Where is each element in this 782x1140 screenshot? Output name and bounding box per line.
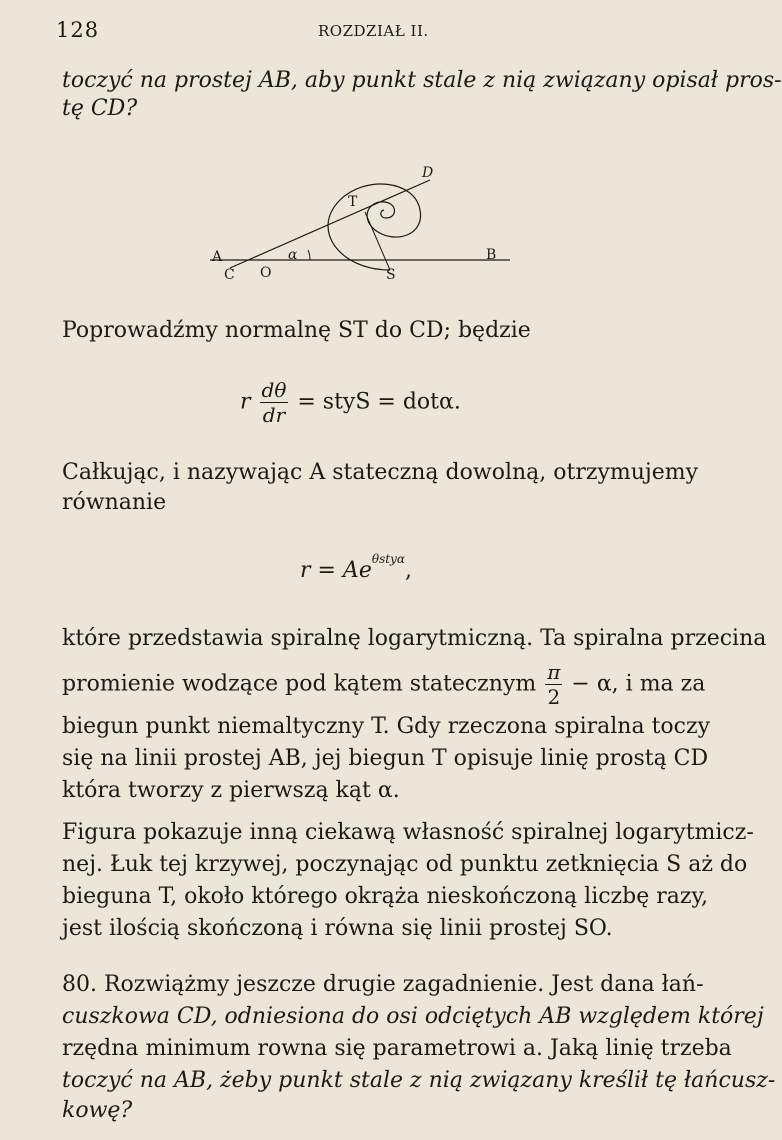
eq1-fraction	[260, 380, 289, 425]
para-3-line-4: się na linii prostej AB, jej biegun T opisuje linię prostą CD	[62, 746, 709, 771]
para-3-line-2-b: − α, i ma za	[571, 671, 706, 697]
eq1-denominator: dr	[262, 403, 286, 427]
line-cd	[230, 180, 430, 268]
eq1-rhs: = styS = dotα.	[297, 389, 461, 415]
para-2-line-1	[62, 460, 699, 485]
para-4-line-4: jest ilością skończoną i równa się linii prostej SO.	[62, 916, 613, 941]
equation-1	[240, 380, 461, 425]
label-alpha: α	[288, 247, 298, 263]
eq1-numerator: dθ	[261, 378, 287, 402]
two-denominator: 2	[547, 685, 561, 709]
para-4-line-2: nej. Łuk tej krzywej, poczynając od punktu zetknięcia S aż do	[62, 852, 748, 877]
para-4-line-3: bieguna T, około którego okrąża nieskończoną liczbę razy,	[62, 884, 708, 909]
logarithmic-spiral	[328, 184, 421, 270]
eq2-exponent: θstyα	[371, 552, 405, 566]
label-b: B	[486, 247, 497, 263]
label-a: A	[212, 249, 223, 265]
running-title: ROZDZIAŁ II.	[318, 22, 429, 40]
para-3-line-2	[62, 662, 705, 707]
para-5-line-4: toczyć na AB, żeby punkt stale z nią związany kreślił tę łańcusz-	[62, 1068, 776, 1093]
pi-over-2	[545, 662, 562, 707]
para-3-line-1: które przedstawia spiralnę logarytmiczną. Ta spiralna przecina	[62, 626, 767, 651]
normal-st	[365, 212, 390, 270]
para-2-line-1-text: Całkując, i nazywając A stateczną dowolną, otrzymujemy	[62, 460, 699, 485]
spiral-figure	[190, 160, 530, 290]
label-d: D	[422, 165, 434, 181]
intro-line-2-text: tę CD?	[62, 96, 138, 121]
spiral-diagram	[190, 160, 530, 290]
eq2-lhs: r = Ae	[300, 558, 372, 583]
intro-line-1: toczyć na prostej AB, aby punkt stale z nią związany opisał pros-	[62, 68, 782, 93]
eq2-tail: ,	[404, 558, 412, 583]
para-3-line-5: która tworzy z pierwszą kąt α.	[62, 778, 400, 803]
label-c: C	[224, 267, 235, 283]
pi-numerator: π	[547, 660, 561, 684]
label-t: T	[348, 194, 358, 210]
para-3-line-2-a: promienie wodzące pod kątem statecznym	[62, 671, 537, 697]
para-5-line-2: cuszkowa CD, odniesiona do osi odciętych AB względem której	[62, 1004, 764, 1029]
para-1-line: Poprowadźmy normalnę ST do CD; będzie	[62, 318, 531, 343]
label-o: O	[260, 265, 272, 281]
para-5-line-5: kowę?	[62, 1098, 133, 1123]
eq1-r: r	[240, 389, 251, 415]
para-5-line-1: 80. Rozwiążmy jeszcze drugie zagadnienie. Jest dana łań-	[62, 972, 704, 997]
intro-line-2	[62, 98, 137, 120]
angle-alpha-arc	[308, 250, 310, 260]
para-5-line-3: rzędna minimum rowna się parametrowi a. Jaką linię trzeba	[62, 1036, 732, 1061]
para-3-line-3: biegun punkt niemaltyczny T. Gdy rzeczona spiralna toczy	[62, 714, 711, 739]
para-4-line-1: Figura pokazuje inną ciekawą własność spiralnej logarytmicz-	[62, 820, 754, 845]
page-number: 128	[56, 18, 100, 42]
label-s: S	[386, 267, 396, 283]
para-2-line-2: równanie	[62, 490, 167, 515]
